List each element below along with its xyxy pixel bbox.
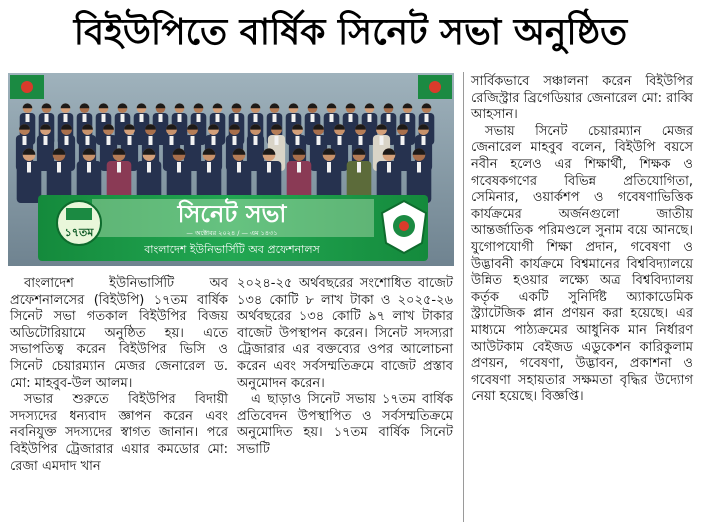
person-shirt [159,114,163,122]
person-shirt [297,162,301,173]
banner-title: সিনেট সভা [177,200,287,228]
person-shirt [317,136,321,145]
person-shirt [330,114,334,122]
person-shirt [237,162,241,173]
person-shirt [64,114,68,122]
senate-banner [38,195,428,261]
person-shirt [359,136,363,145]
person-shirt [349,114,353,122]
person-shirt [387,114,391,122]
banner-badge-text: ১৭তম [64,226,94,239]
flag-left-emblem [21,81,33,93]
col1-paragraph-1: বাংলাদেশ ইউনিভার্সিটি অব প্রফেশনালসের (বিইউপি) ১৭তম বার্ষিক সিনেট সভা গতকাল বিইউপির বিজয় অডিটোরিয়ামে অনুষ্ঠিত হয়। এতে সভাপতিত্ব করেন বিইউপির ভিসি ও সিনেট চেয়ারম্যান মেজর জেনারেল ড. মো: মাহবুব-উল আলম। [10,276,228,391]
person-shirt [57,162,61,173]
person-shirt [233,136,237,145]
person-shirt [327,162,331,173]
person-shirt [207,162,211,173]
book-icon [66,208,92,220]
person-shirt [178,114,182,122]
group-photo [8,73,454,266]
person-shirt [380,136,384,145]
person-shirt [107,136,111,145]
article-column-3 [471,74,693,406]
person-shirt [86,136,90,145]
person-shirt [87,162,91,173]
col3-paragraph-2: সভায় সিনেট চেয়ারম্যান মেজর জেনারেল মাহবুব বলেন, বিইউপি বয়সে নবীন হলেও এর শিক্ষার্থী, শিক্ষক ও গবেষকগণের বিভিন্ন প্রতিযোগিতা, সেমিনার, ওয়ার্কশপ ও গবেষণাভিত্তিক কার্যক্রমের অর্জনগুলো জাতীয় আন্তর্জাতিক পরিমণ্ডলে সুনাম বয়ে আনছে। যুগোপযোগী শিক্ষা প্রদান, গবেষণা ও উদ্ভাবনী কার্যক্রমে বিশ্বমানের বিশ্ববিদ্যালয়ে উন্নিত হওয়ার লক্ষ্যে অত্র বিশ্ববিদ্যালয় কর্তৃক একটি সুনির্দিষ্ট অ্যাকাডেমিক স্ট্র্যাটেজিক প্লান প্রণয়ন করা হয়েছে। এর মাধ্যমে পাঠ্যক্রমের আধুনিক মান নির্ধারণ আউটকাম বেইজড এডুকেশন কারিকুলাম প্রণয়ন, গবেষণা, উদ্ভাবন, প্রকাশনা ও গবেষণা সহায়তার সক্ষমতা বৃদ্ধির উদ্যোগ নেয়া হয়েছে। বিজ্ঞপ্তি। [471,123,693,405]
bup-logo-center [399,221,409,231]
bup-logo [382,201,426,253]
person-shirt [254,114,258,122]
headline: বিইউপিতে বার্ষিক সিনেট সভা অনুষ্ঠিত [73,12,628,53]
person-shirt [65,136,69,145]
col2-paragraph-1: ২০২৪-২৫ অর্থবছরের সংশোধিত বাজেট ১৩৪ কোটি ৮ লাখ টাকা ও ২০২৫-২৬ অর্থবছরের ১৩৪ কোটি ৯৭ লাখ টাকার বাজেট উপস্থাপন করেন। সিনেট সদস্যরা ট্রেজারার এর বক্তব্যের ওপর আলোচনা করেন এবং সর্বসম্মতিক্রমে বাজেট প্রস্তাব অনুমোদন করেন। [237,276,453,391]
person-shirt [387,162,391,173]
person-shirt [83,114,87,122]
person-shirt [296,136,300,145]
person-shirt [27,162,31,173]
col1-paragraph-2: সভার শুরুতে বিইউপির বিদায়ী সদস্যদের ধন্যবাদ জ্ঞাপন করেন এবং নবনিযুক্ত সদস্যদের স্বাগত জানান। পরে বিইউপির ট্রেজারার এয়ার কমডোর মো: রেজা এমদাদ খান [10,392,228,474]
person-shirt [406,114,410,122]
person-shirt [216,114,220,122]
article-column-2 [237,276,453,459]
person-shirt [23,136,27,145]
person-shirt [191,136,195,145]
person-shirt [235,114,239,122]
banner-subtitle: বাংলাদেশ ইউনিভার্সিটি অব প্রফেশনালস [144,243,320,256]
person-shirt [45,114,49,122]
person-shirt [275,136,279,145]
person-shirt [417,162,421,173]
col2-paragraph-2: এ ছাড়াও সিনেট সভায় ১৭তম বার্ষিক প্রতিবেদন উপস্থাপিত ও সর্বসম্মতিক্রমে অনুমোদিত হয়। ১৭তম বার্ষিক সিনেট সভাটি [237,392,453,457]
person-shirt [121,114,125,122]
person-shirt [140,114,144,122]
person-shirt [338,136,342,145]
person-shirt [267,162,271,173]
person-shirt [197,114,201,122]
person-shirt [368,114,372,122]
person-shirt [273,114,277,122]
person-shirt [177,162,181,173]
col3-paragraph-1: সার্বিকভাবে সঞ্চালনা করেন বিইউপির রেজিস্ট্রার ব্রিগেডিয়ার জেনারেল মো: রাব্বি আহসান। [471,74,693,123]
person-shirt [311,114,315,122]
person-shirt [212,136,216,145]
person-shirt [422,136,426,145]
person-shirt [357,162,361,173]
person-shirt [170,136,174,145]
person-shirt [401,136,405,145]
person-shirt [128,136,132,145]
person-shirt [102,114,106,122]
column-divider [463,72,464,522]
flag-right-emblem [429,81,441,93]
person-shirt [44,136,48,145]
person-shirt [149,136,153,145]
person-shirt [425,114,429,122]
article-column-1 [10,276,228,475]
banner-date: — অক্টোবর ২০২৪ / — এম ১৪৩১ [186,229,278,237]
person-shirt [292,114,296,122]
person-shirt [117,162,121,173]
person-shirt [147,162,151,173]
person-shirt [26,114,30,122]
person-shirt [254,136,258,145]
